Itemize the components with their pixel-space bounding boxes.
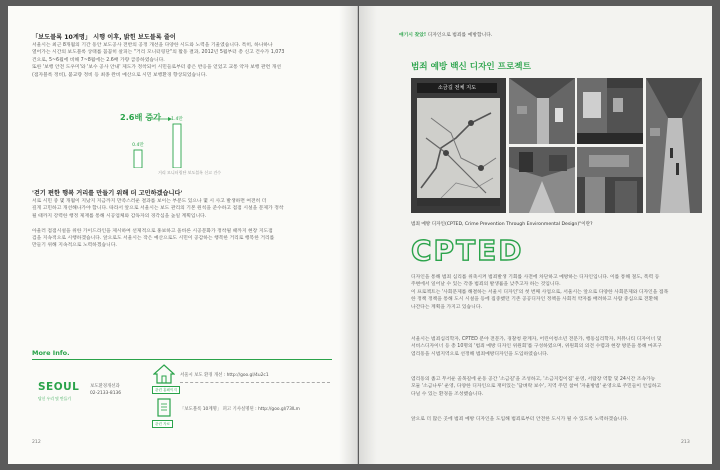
section-heading-2: '걷기 편한 행복 거리를 만들기 위해 더 고민하겠습니다' [32,190,183,197]
report-count-chart [116,110,226,168]
magazine-spread [8,6,712,464]
right-page [359,6,712,464]
paragraph-line: 서울시는 최근 8개월의 기간 동안 보도공사 전반의 공정 개선을 다양한 시도와 노력을 기울였습니다. 특히, 하나하나 [32,43,273,48]
map-label: 소금길 전체 지도 [417,83,497,93]
alley-photo-1 [509,78,575,144]
info-label-homepage: 관련 홈페이지 [152,386,180,394]
paragraph-line: 건으로, 5~6월에 비해 7~8월에는 2.6배 가량 급증하였습니다. [32,57,165,63]
chart-value-after-label: 1.4만 [171,117,183,122]
page-number-right: 213 [681,440,690,445]
section-kicker [399,31,492,38]
info-label-materials: 관련 자료 [152,420,173,428]
alley-map-photo [411,78,506,213]
paragraph-line: 염리동을 시범지역으로 선정해 범죄예방디자인을 도입하였습니다. [411,351,549,357]
paragraph-line: 될 때까지 강력한 행정 제재를 통해 시공업체와 감독자의 경각심을 높일 계획입니다. [32,213,207,219]
kicker-rest: 디자인으로 범죄를 예방합니다. [427,33,493,38]
seoul-logo-slogan: 당신 우리 및 만들기 [38,396,71,401]
alley-photo-tall [646,78,702,213]
chart-bar-after [173,124,181,168]
chart-multiplier-label: 2.6배 증가 [120,112,162,122]
more-info-heading: More Info. [32,349,70,357]
paragraph-line: 깊게 고민하고 개선해나가야 합니다. 따라서 앞으로 서울시는 보도 관리의 기본 원칙을 준수하고 점점 시설을 문제가 정착 [32,206,284,212]
alley-photo-3 [509,147,575,213]
paragraph-line: 서로 시민 중 몇 개월이 지났지 지금까지 만족스러운 결과를 보이는 부분도 있으나 몇 시 사고 발생하면 여전히 더 [32,199,267,204]
paragraph-line: 앞으로 더 많은 곳에 범죄 예방 디자인을 도입해 범죄로부터 안전한 도시가 될 수 있도록 노력하겠습니다. [411,417,629,422]
chart-value-before-label: 0.4만 [132,143,144,148]
cpted-question: 범죄 예방 디자인(CPTED, Crime Prevention Through Environmental Design)"이란? [411,222,593,227]
paragraph-line: 한 정책 정책을 통해 도시 시설을 등에 집중했던 기존 공공디자인 정책을 사회적 약자를 배려하고 사람 중심으로 전환해 [411,297,658,303]
paragraph-line: 서비스디자이너 등 총 10명의 '범죄 예방 디자인 위원회'를 구성하였으며, 위원회의 의견 수렴과 현장 방문을 통해 마포구 [411,344,662,350]
alley-photo-4 [577,147,643,213]
chart-caption: 거리 모니터링단 보도블록 신고 건수 [158,170,222,175]
kicker-bold: 얘기시 찾았! [399,33,427,38]
article-title: 범죄 예방 백신 디자인 프로젝트 [411,62,531,72]
department-contact [90,384,121,397]
department-phone: 02-2133-8136 [90,390,122,396]
paragraph-line: (점자블록 정비), 불교량 정비 등 최종 완비 예산으로 시민 보행환경 향상되었습니다. [32,72,207,78]
seoul-logo: SEOUL [38,381,80,393]
page-number-left: 212 [32,440,41,445]
document-icon [153,397,175,419]
left-page [8,6,358,464]
paragraph-line: 서울시는 범죄심리학자, CPTED 분야 전문가, 경찰청 관계자, 어린이청소년 전문가, 행동심리학자, 커뮤니티 디자이너 및 [411,337,662,342]
paragraph-line: 주변에서 일어날 수 있는 각종 범죄의 발생률을 낮추고자 하는 것입니다. [411,282,561,288]
materials-link[interactable]: 「보도블록 10계명」 펴고 기사실명된 : http://goo.gl/73lLm [180,407,300,412]
paragraph-line: 나간다는 계획을 가지고 있습니다. [411,304,482,310]
paragraph-line: 또한 '보행 안전 도우미'와 '보수 공사 안내' 제도가 정착되어 시민들로부터 좋은 반응을 얻었고 교통 약자 보행 관련 개선 [32,65,281,71]
paragraph-line: 이 프로젝트는 '사회문제를 해결하는 서울시 디자인'의 첫 번째 사업으로, 서울시는 앞으로 다양한 사회문제와 디자인을 접목 [411,289,669,295]
alley-photo-2 [577,78,643,144]
paragraph-line: 염리동의 좁고 무서운 골목길에 운동 공간 '소금길'을 조성하고, '소금지킴이집' 운영, 서랍장 역할 및 24시간 조속가능 [411,377,656,382]
paragraph-line: 열어가는 시간의 보도블록 상태를 꼼꼼히 살피는 "거리 모니터링단"의 활동 결과, 2012년 5월부터 총 신고 건수가 1,073 [32,50,285,56]
paragraph-line: 아울러 점점시설을 위한 가이드라인을 제시하여 선제적으로 홍보하고 올바른 시공문화가 정착될 때까지 현장 지도점 [32,228,273,234]
paragraph-line: 다닐 수 있는 환경을 조성했습니다. [411,391,484,397]
paragraph-line: 디자인을 통해 범죄 심리를 위축시켜 범죄발생 기회를 사전에 차단하고 예방하는 디자인입니다. 이를 통해 절도, 폭력 등 [411,275,660,280]
paragraph-line: 검을 지속적으로 시행하겠습니다. 앞으로도 서울시는 작은 예산으로도 시민이 공감하는 행복한 거리로 행복한 거리를 [32,236,275,241]
homepage-link[interactable]: 서울시 보도 환경 개선 : http://goo.gl/4u2c1 [180,373,269,378]
paragraph-line: 모듈 '소금나루' 운영, 다양한 디자인으로 재미있는 '담벼락 보수', 지역 주민 참여 '자율방범' 운영으로 주민들이 안심하고 [411,384,662,390]
cpted-wordmark: CPTED [411,234,524,267]
paragraph-line: 만들기 위해 지속적으로 노력하겠습니다. [32,243,117,249]
more-info-divider [32,359,332,360]
home-icon [153,363,175,385]
chart-bar-before [134,150,142,168]
section-heading-1: 「보도블록 10계명」 시행 이후, 밝힌 보도블록 줄이 [32,34,176,41]
department-name: 보도환경개선과 [90,384,120,389]
